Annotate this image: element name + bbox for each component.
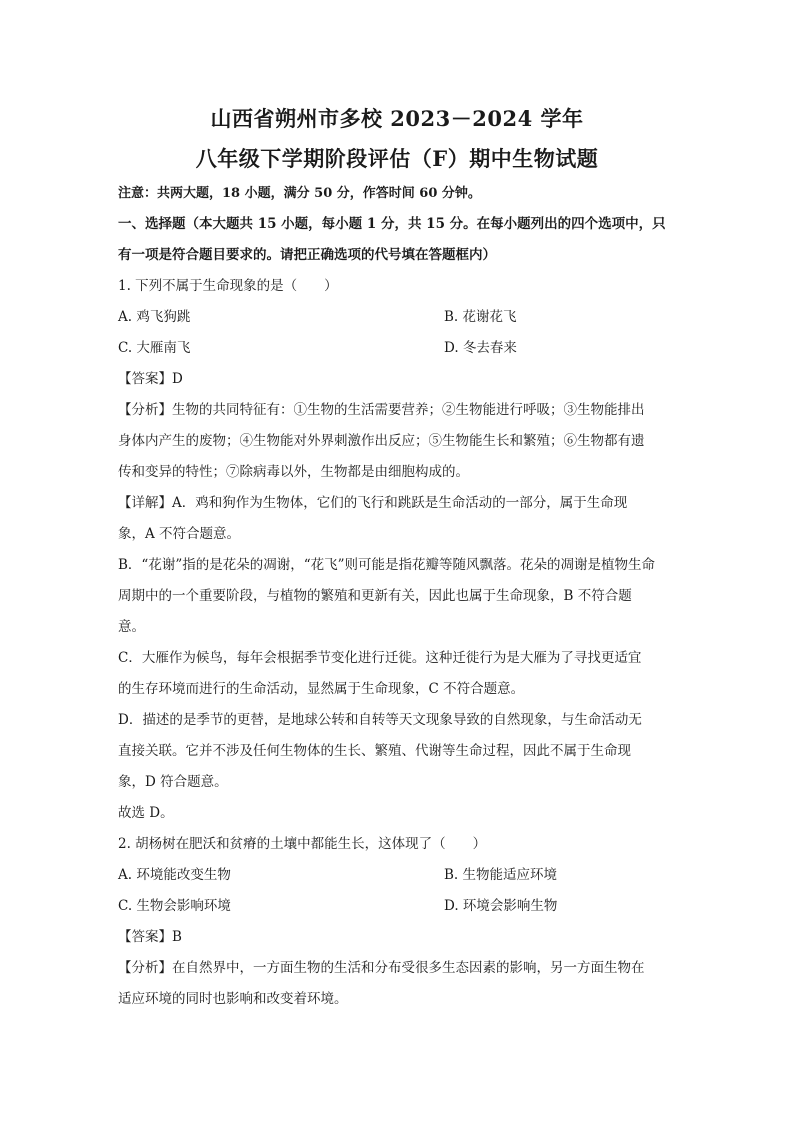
q1-option-c: C. 大雁南飞 <box>118 340 191 356</box>
q1-detail-d-line1: D．描述的是季节的更替，是地球公转和自转等天文现象导致的自然现象，与生命活动无 <box>118 712 642 728</box>
q2-options-row2 <box>118 891 676 922</box>
q2-answer: 【答案】B <box>118 929 182 945</box>
q2-option-c: C. 生物会影响环境 <box>118 898 231 914</box>
q1-detail-b-line1: B．“花谢”指的是花朵的凋谢，“花飞”则可能是指花瓣等随风飘落。花朵的凋谢是植物生命 <box>118 557 656 573</box>
q1-detail-b-line3: 意。 <box>118 619 145 635</box>
q2-option-d: D. 环境会影响生物 <box>444 898 558 914</box>
q2-analysis-line2: 适应环境的同时也影响和改变着环境。 <box>118 991 348 1007</box>
section1-heading-line1: 一、选择题（本大题共 15 小题，每小题 1 分，共 15 分。在每小题列出的四个选项中，只 <box>118 216 666 232</box>
q1-detail-c-line2: 的生存环境而进行的生命活动，显然属于生命现象，C 不符合题意。 <box>118 681 525 697</box>
q2-option-a: A. 环境能改变生物 <box>118 867 231 883</box>
q1-answer: 【答案】D <box>118 371 183 387</box>
q1-options-row1 <box>118 302 676 333</box>
q1-stem: 1. 下列不属于生命现象的是（ ） <box>118 278 338 294</box>
exam-notice: 注意：共两大题，18 小题，满分 50 分，作答时间 60 分钟。 <box>118 186 481 201</box>
q2-option-b: B. 生物能适应环境 <box>444 867 558 883</box>
q1-detail-c-line1: C．大雁作为候鸟，每年会根据季节变化进行迁徙。这种迁徙行为是大雁为了寻找更适宜 <box>118 650 642 666</box>
q1-analysis-line2: 身体内产生的废物；④生物能对外界刺激作出反应；⑤生物能生长和繁殖；⑥生物都有遗 <box>118 433 645 449</box>
q1-option-d: D. 冬去春来 <box>444 340 517 356</box>
page-title-line1: 山西省朔州市多校 2023－2024 学年 <box>210 106 584 131</box>
q1-conclusion: 故选 D。 <box>118 805 174 821</box>
q1-option-a: A. 鸡飞狗跳 <box>118 309 191 325</box>
q1-analysis-line1: 【分析】生物的共同特征有：①生物的生活需要营养；②生物能进行呼吸；③生物能排出 <box>118 402 645 418</box>
q1-detail-b-line2: 周期中的一个重要阶段，与植物的繁殖和更新有关，因此也属于生命现象，B 不符合题 <box>118 588 632 604</box>
q1-detail-d-line2: 直接关联。它并不涉及任何生物体的生长、繁殖、代谢等生命过程，因此不属于生命现 <box>118 743 631 759</box>
page-title-line2: 八年级下学期阶段评估（F）期中生物试题 <box>195 146 599 171</box>
q1-detail-a-line1: 【详解】A．鸡和狗作为生物体，它们的飞行和跳跃是生命活动的一部分，属于生命现 <box>118 495 628 511</box>
q1-options-row2 <box>118 333 676 364</box>
q1-option-b: B. 花谢花飞 <box>444 309 517 325</box>
q1-detail-d-line3: 象，D 符合题意。 <box>118 774 228 790</box>
q1-analysis-line3: 传和变异的特性；⑦除病毒以外，生物都是由细胞构成的。 <box>118 464 469 480</box>
section1-heading-line2: 有一项是符合题目要求的。请把正确选项的代号填在答题框内） <box>118 247 496 263</box>
q2-analysis-line1: 【分析】在自然界中，一方面生物的生活和分布受很多生态因素的影响，另一方面生物在 <box>118 960 645 976</box>
q1-detail-a-line2: 象，A 不符合题意。 <box>118 526 241 542</box>
q2-stem: 2. 胡杨树在肥沃和贫瘠的土壤中都能生长，这体现了（ ） <box>118 836 487 852</box>
q2-options-row1 <box>118 860 676 891</box>
